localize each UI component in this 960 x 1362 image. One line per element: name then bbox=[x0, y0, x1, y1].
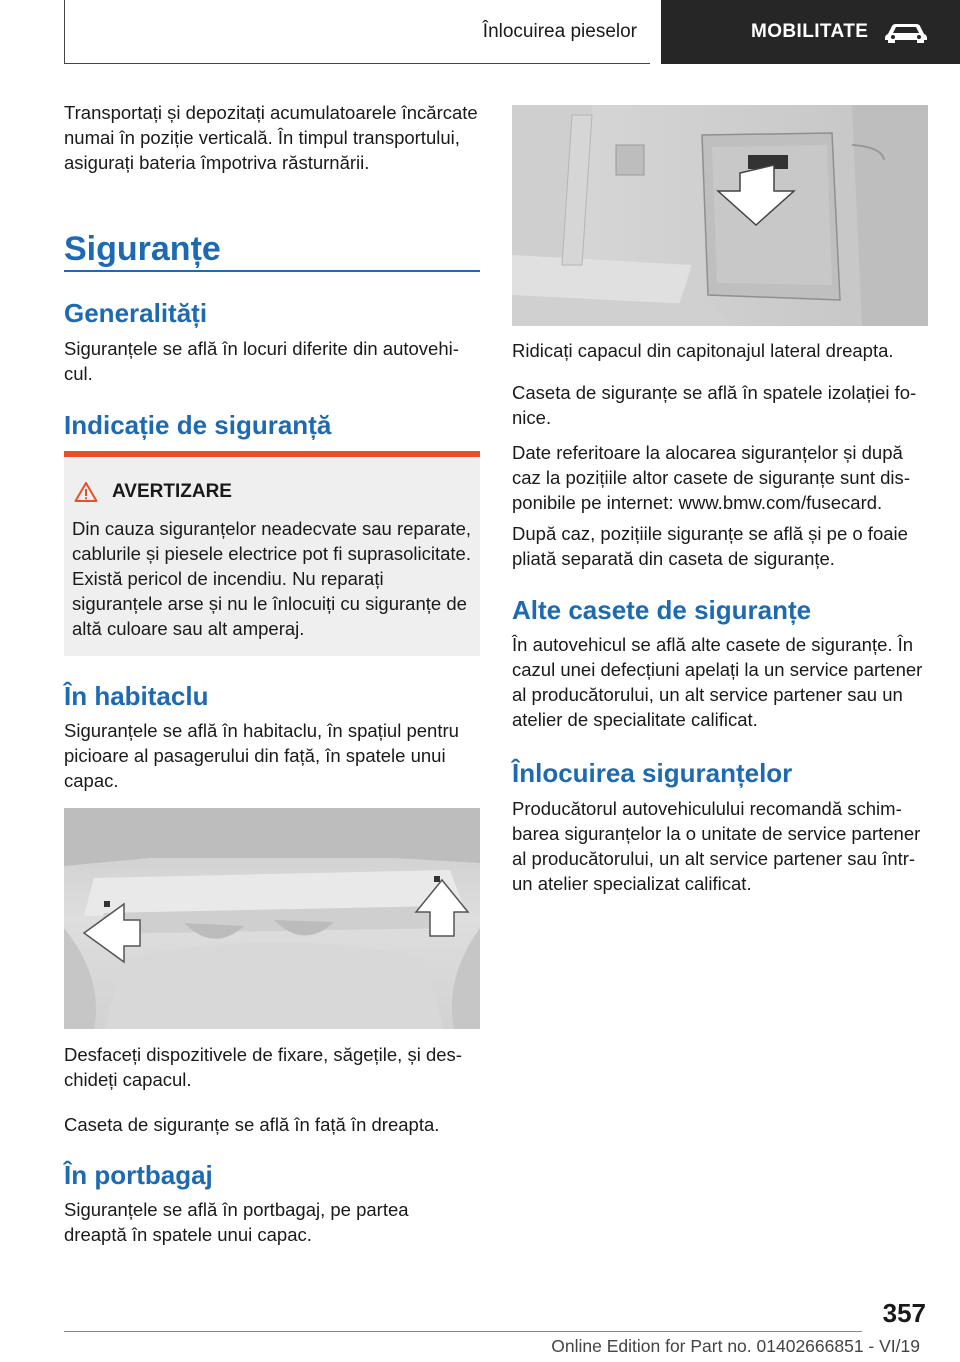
sheet-paragraph: După caz, pozițiile siguranțe se află și pe o foaie pliată separată din caseta de siguranțe. bbox=[512, 523, 908, 569]
header-chapter-tab[interactable] bbox=[661, 0, 960, 64]
header-section-title: Înlocuirea pieselor bbox=[482, 21, 637, 42]
section-heading-trunk: În portbagaj bbox=[64, 1160, 213, 1190]
warning-header bbox=[74, 481, 232, 503]
footer-rule bbox=[64, 1331, 862, 1332]
cabin-note: Caseta de siguranțe se află în față în dreapta. bbox=[64, 1114, 440, 1135]
car-icon bbox=[882, 20, 930, 44]
footer-edition: Online Edition for Part no. 01402666851 - VI/19 bbox=[551, 1336, 920, 1356]
trunk-paragraph: Siguranțele se află în portbagaj, pe partea dreaptă în spatele unui capac. bbox=[64, 1199, 409, 1245]
trunk-caption: Ridicați capacul din capitonajul lateral dreapta. bbox=[512, 340, 894, 361]
trunk-note: Caseta de siguranțe se află în spatele izolației fonice. bbox=[512, 382, 917, 428]
warning-triangle-icon bbox=[74, 481, 98, 503]
title-underline bbox=[64, 270, 480, 272]
other-boxes-paragraph: În autovehicul se află alte casete de siguranțe. În cazul unei defecțiuni apelați la un service partener al producătorului, un alt service partener sau un atelier de specialitate calificat. bbox=[512, 634, 923, 730]
section-heading-cabin: În habitaclu bbox=[64, 681, 209, 711]
warning-text: Din cauza siguranțelor neadecvate sau reparate, cablurile și piesele electrice pot fi suprasolicitate. Există pericol de incendiu. Nu reparați siguranțele arse și nu le înlocuiți cu siguranțe de altă culoare sau alt amperaj. bbox=[72, 518, 472, 639]
replace-paragraph: Producătorul autovehiculului recomandă schimbarea siguranțelor la o unitate de service partener al producătorului, un alt service partener sau într-un atelier specializat calificat. bbox=[512, 798, 921, 894]
warning-box bbox=[64, 451, 480, 656]
trunk-fuse-photo bbox=[512, 105, 928, 326]
warning-title: AVERTIZARE bbox=[112, 481, 232, 502]
cabin-fuse-photo bbox=[64, 808, 480, 1029]
header-chapter-label: MOBILITATE bbox=[751, 21, 869, 42]
section-heading-general: Generalități bbox=[64, 298, 208, 328]
intro-paragraph: Transportați și depozitați acumulatoarele încărcate numai în poziție verticală. În timpul transportului, asigurați bateria împotriva răsturnării. bbox=[64, 102, 478, 173]
page-number: 357 bbox=[882, 1298, 926, 1328]
section-heading-replace: Înlocuirea siguranțelor bbox=[512, 758, 793, 788]
cabin-caption: Desfaceți dispozitivele de fixare, săgețile, și deschideți capacul. bbox=[64, 1044, 462, 1090]
section-heading-safety: Indicație de siguranță bbox=[64, 410, 332, 440]
cabin-paragraph: Siguranțele se află în habitaclu, în spațiul pentru picioare al pasagerului din față, în spatele unui capac. bbox=[64, 720, 459, 791]
page-title: Siguranțe bbox=[64, 230, 221, 268]
info-paragraph: Date referitoare la alocarea siguranțelor și după caz la pozițiile altor casete de siguranțe sunt disponibile pe internet: www.bmw.com/fusecard. bbox=[512, 442, 910, 513]
general-paragraph: Siguranțele se află în locuri diferite din autovehicul. bbox=[64, 338, 459, 384]
section-heading-other-boxes: Alte casete de siguranțe bbox=[512, 595, 812, 625]
